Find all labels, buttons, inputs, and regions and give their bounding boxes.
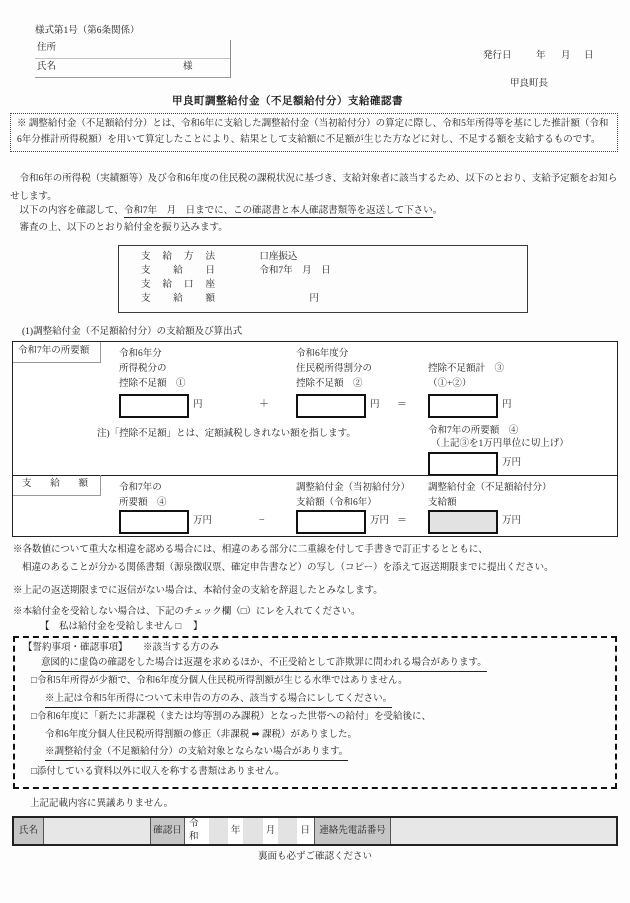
decline-checkbox-icon[interactable]: □ — [175, 622, 182, 632]
r1c1-line3: 控除不足額 ① — [119, 379, 186, 389]
required-amount-r2-box[interactable] — [119, 510, 189, 534]
signer-name-label: 氏名 — [18, 825, 38, 836]
calculation-table — [12, 341, 618, 537]
pledge-title: 【誓約事項・確認事項】 — [23, 643, 128, 653]
page-title: 甲良町調整給付金（不足額給付分）支給確認書 — [172, 96, 403, 107]
note-decline: ※本給付金を受給しない場合は、下記のチェック欄（□）にレを入れてください。 — [13, 607, 361, 617]
payment-amount-unit: 円 — [309, 294, 319, 304]
shortfall-total-box[interactable] — [428, 394, 498, 418]
resident-tax-shortfall-box[interactable] — [296, 394, 366, 418]
day-input-field[interactable] — [278, 818, 297, 844]
r2c1-line2: 所要額 ④ — [119, 498, 167, 508]
pledge-warning: 意図的に虚偽の確認をした場合は返還を求めるほか、不正受給として詐欺罪に問われる場合があります。 — [41, 657, 487, 672]
payment-account-label: 支給口座 — [141, 280, 215, 290]
r2-unit1: 万円 — [193, 516, 213, 526]
mayor-label: 甲良町長 — [510, 79, 549, 89]
phone-header — [315, 818, 391, 844]
required-amount-box[interactable] — [428, 452, 498, 476]
review-line: 審査の上、以下のとおり給付金を振り込みます。 — [10, 223, 228, 233]
shortfall-note: 注)「控除不足額」とは、定額減税しきれない額を指します。 — [97, 429, 356, 439]
month-label: 月 — [265, 825, 276, 836]
return-deadline-line — [10, 205, 442, 218]
row1-header-cell: 令和7年の所要額 — [13, 342, 101, 363]
issue-day-label: 日 — [584, 51, 594, 61]
r2-unit2: 万円 — [370, 516, 390, 526]
required-amount-unit: 万円 — [502, 458, 522, 468]
equals-operator-row1: ＝ — [397, 399, 407, 410]
confirm-date-label: 確認日 — [153, 825, 182, 836]
pledge-item1-subnote: ※上記は令和5年所得について未申告の方のみ、該当する場合にレしてください。 — [45, 693, 392, 708]
phone-field[interactable] — [391, 818, 616, 844]
payment-amount-row — [141, 293, 319, 307]
r1c2-line1: 令和6年度分 — [296, 349, 349, 359]
payment-summary-box — [118, 245, 528, 313]
year-input-field[interactable] — [209, 818, 228, 844]
section1-heading: (1)調整給付金（不足額給付分）の支給額及び算出式 — [22, 327, 243, 337]
era-label: 令和 — [189, 819, 199, 842]
payment-date-label: 支給日 — [141, 266, 215, 276]
return-deadline-period: 。 — [432, 206, 443, 216]
r2-unit3: 万円 — [502, 516, 522, 526]
r2c2-line2: 支給額（令和6年） — [296, 498, 377, 508]
r2c3-line1: 調整給付金（不足額給付分） — [428, 483, 552, 493]
required-amount-sub: （上記③を1万円単位に切上げ） — [431, 439, 569, 449]
r1c1-line2: 所得税分の — [119, 364, 167, 374]
payment-method-label: 支給方法 — [141, 252, 215, 262]
agreement-line: 上記記載内容に異議ありません。 — [30, 799, 174, 809]
table-row-divider — [13, 475, 617, 476]
address-label: 住所 — [37, 43, 57, 53]
confirm-date-header — [151, 818, 185, 844]
month-input-field[interactable] — [243, 818, 262, 844]
r1c2-line3: 控除不足額 ② — [296, 379, 363, 389]
footer-note: 裏面も必ずご確認ください — [257, 852, 372, 862]
equals-operator-row2: ＝ — [397, 515, 407, 526]
r1-unit1: 円 — [193, 400, 203, 410]
pledge-item2-text1: 令和6年度に「新たに非課税（または均等割のみ課税）となった世帯への給付」を受給後に、 — [36, 712, 432, 722]
pledge-item1-line — [31, 675, 408, 688]
pledge-box — [13, 636, 617, 789]
pledge-item3-line — [31, 766, 284, 779]
r1c1-line1: 令和6年分 — [119, 349, 162, 359]
signer-name-header — [14, 818, 44, 844]
payment-date-value: 令和7年 月 日 — [259, 266, 331, 276]
pledge-checkbox-1-icon[interactable]: □ — [31, 676, 37, 686]
shortfall-benefit-result-box[interactable] — [428, 510, 498, 534]
name-label: 氏名 — [37, 62, 57, 72]
issue-date-label: 発行日 — [483, 51, 512, 61]
pledge-item1-text: 令和5年所得が少額で、令和6年度分個人住民税所得割額が生じる水準ではありません。 — [36, 676, 408, 686]
r1-unit2: 円 — [370, 400, 380, 410]
row2-header-label: 支給額 — [22, 479, 88, 489]
note-deadline: ※上記の返送期限までに返信がない場合は、本給付金の支給を辞退したとみなします。 — [13, 586, 383, 596]
income-tax-shortfall-box[interactable] — [119, 394, 189, 418]
minus-operator: − — [259, 515, 265, 526]
payment-account-row — [141, 279, 259, 293]
definition-notice-text: ※ 調整給付金（不足額給付分）とは、令和6年に支給した調整給付金（当初給付分）の算定に際し、令和5年所得等を基にした推計額（令和6年分推計所得税額）を用いて算定したことにより、結果として支給額に不足額が生じた方などに対し、不足する額を支給するものです。 — [17, 119, 609, 145]
decline-prefix: 【 私は給付金を受給しません — [40, 622, 174, 632]
pledge-item3-text: 添付している資料以外に収入を称する書類はありません。 — [36, 767, 285, 777]
pledge-item2-line2: 令和6年度分個人住民税所得割額の修正（非課税 ➡ 課税）がありました。 — [45, 730, 357, 740]
r1c2-line2: 住民税所得割分の — [296, 364, 373, 374]
return-deadline-underlined: 令和7年 月 日までに、この確認書と本人確認書類等を返送して下さい — [123, 206, 433, 216]
definition-notice-box — [10, 113, 618, 152]
r2c1-line1: 令和7年の — [119, 483, 162, 493]
r1c3-line1: 控除不足額計 ③ — [428, 364, 505, 374]
signature-table — [12, 816, 618, 846]
r1-unit3: 円 — [502, 400, 512, 410]
required-amount-label: 令和7年の所要額 ④ — [428, 426, 519, 436]
plus-operator: ＋ — [259, 399, 269, 410]
confirm-date-cell — [185, 818, 315, 844]
note-correction-2: 相違のあることが分かる関係書類（源泉徴収票、確定申告書など）の写し（コピー）を添えて返送期限までに提出ください。 — [22, 563, 554, 573]
return-deadline-prefix: 以下の内容を確認して、 — [10, 206, 124, 216]
pledge-item2-line1 — [31, 711, 431, 724]
honorific-label: 様 — [183, 62, 193, 72]
year-label: 年 — [230, 825, 241, 836]
addressee-block — [35, 40, 231, 78]
r2c3-line2: 支給額 — [428, 498, 457, 508]
payment-amount-label: 支給額 — [141, 294, 215, 304]
day-label: 日 — [300, 825, 310, 836]
intro-paragraph: 令和6年の所得税（実績額等）及び令和6年度の住民税の課税状況に基づき、支給対象者に該当するため、以下のとおり、支給予定額をお知らせします。 — [10, 174, 618, 202]
row2-header-cell — [13, 475, 101, 496]
form-number: 様式第1号（第6条関係） — [35, 26, 140, 36]
pledge-title-note: ※該当する方のみ — [143, 643, 220, 653]
payment-date-row — [141, 265, 331, 279]
decline-statement-line — [40, 621, 203, 634]
pledge-checkbox-2-icon[interactable]: □ — [31, 712, 37, 722]
r1c3-line2: （①+②） — [428, 379, 472, 389]
signer-name-field[interactable] — [44, 818, 151, 844]
pledge-checkbox-3-icon[interactable]: □ — [31, 767, 37, 777]
issue-year-label: 年 — [536, 51, 546, 61]
pledge-item2-subnote: ※調整給付金（不足額給付分）の支給対象とならない場合があります。 — [45, 746, 348, 761]
issue-month-label: 月 — [561, 51, 571, 61]
initial-benefit-box[interactable] — [296, 510, 366, 534]
r2c2-line1: 調整給付金（当初給付分） — [296, 483, 411, 493]
payment-method-row — [141, 251, 297, 265]
note-correction-1: ※各数値について重大な相違を認める場合には、相違のある部分に二重線を付して手書きで訂正するとともに、 — [13, 545, 488, 555]
decline-suffix: 】 — [183, 622, 203, 632]
payment-method-value: 口座振込 — [259, 252, 298, 262]
phone-label: 連絡先電話番号 — [319, 825, 386, 836]
